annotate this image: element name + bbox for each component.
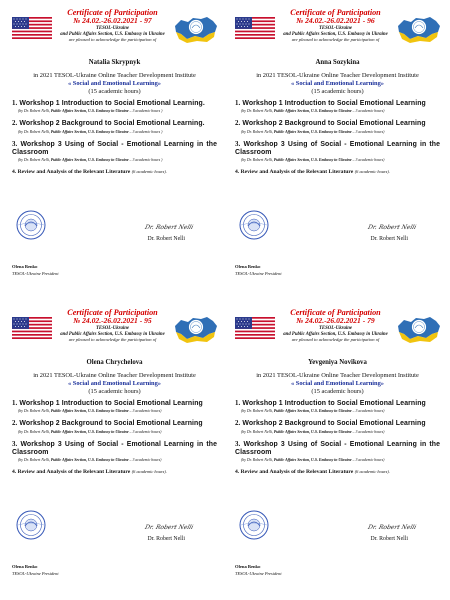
institute-block [6,72,223,96]
institute-hours: (15 academic hours) [311,388,364,395]
institute-theme: « Social and Emotional Learning» [290,380,385,387]
workshop-title: Workshop 1 Introduction to Social Emotional Learning [242,400,426,407]
workshop-speaker-part: – 3 academic hours) [351,429,385,434]
acknowledgement-text: are pleased to acknowledge the participation of [68,337,157,343]
seal-stamp-icon [16,210,46,240]
workshop-list [235,400,440,475]
review-item [12,469,217,475]
signature-icon: Dr. Robert Nelli [367,224,417,231]
workshop-item [235,141,440,158]
workshop-item [235,100,440,108]
workshop-speaker-part: (by Dr. Robert Nelli, [241,109,273,114]
president-block [235,564,282,578]
workshop-speaker-part: Public Affairs Section, U.S. Embassy in Ukraine [272,409,352,414]
signer-name: Dr. Robert Nelli [370,236,408,242]
institute-line: in 2021 TESOL-Ukraine Online Teacher Development Institute [33,72,196,79]
workshop-speaker-part: – 3 academic hours) [351,409,385,414]
president-title: TESOL-Ukraine President [235,270,282,276]
workshop-number: 2. [12,420,18,428]
certificate-number: № 24.02.-26.02.2021 - 95 [73,316,152,326]
president-block [12,264,59,278]
acknowledgement-text: are pleased to acknowledge the participation of [68,37,157,43]
workshop-speaker [241,430,440,435]
president-title: TESOL-Ukraine President [12,570,59,576]
us-flag-icon [12,317,52,339]
certificate-number: № 24.02.-26.02.2021 - 79 [296,316,375,326]
workshop-title: Workshop 1 Introduction to Social Emotional Learning [242,100,426,107]
review-hours: (6 academic hours). [131,169,167,175]
workshop-speaker-part: – 3 academic hours) [351,109,385,114]
institute-block [229,72,446,96]
institute-line: in 2021 TESOL-Ukraine Online Teacher Development Institute [33,372,196,379]
workshop-item [12,420,217,428]
workshop-speaker [241,130,440,135]
signature-icon: Dr. Robert Nelli [144,224,194,231]
certificate-title: Certificate of Participation [67,308,158,317]
review-title: 4. Review and Analysis of the Relevant Literature [12,469,131,476]
tesol-ukraine-logo-icon [173,12,219,46]
acknowledgement-text: are pleased to acknowledge the participation of [291,37,380,43]
workshop-title: Workshop 2 Background to Social Emotional Learning [242,420,426,428]
review-title: 4. Review and Analysis of the Relevant Literature [235,469,354,476]
workshop-speaker [241,458,440,463]
workshop-title: Workshop 3 Using of Social - Emotional Learning in the Classroom [12,140,218,156]
certificate-card [229,304,446,596]
workshop-speaker [18,158,217,163]
workshop-number: 3. [235,440,241,448]
certificate-header [277,8,394,42]
signer-name: Dr. Robert Nelli [370,536,408,542]
workshop-title: Workshop 2 Background to Social Emotional Learning. [19,120,205,128]
workshop-item [12,400,217,408]
institute-theme: « Social and Emotional Learning» [67,80,162,87]
seal-stamp-icon [16,510,46,540]
workshop-speaker-part: – 3 academic hours ) [128,129,163,134]
workshop-speaker-part: Public Affairs Section, U.S. Embassy in Ukraine [272,158,352,163]
workshop-speaker-part: Public Affairs Section, U.S. Embassy in Ukraine [272,458,352,463]
president-title: TESOL-Ukraine President [12,270,59,276]
certificate-header [54,308,171,342]
organizer-line-1: TESOL-Ukraine [95,26,130,32]
certificate-title: Certificate of Participation [290,8,381,17]
seal-stamp-icon [239,210,269,240]
us-flag-icon [235,317,275,339]
workshop-number: 3. [12,440,18,448]
organizer-line-1: TESOL-Ukraine [318,326,353,332]
workshop-item [235,420,440,428]
review-hours: (6 academic hours). [354,169,390,175]
workshop-speaker-part: (by Dr. Robert Nelli, [241,458,273,463]
workshop-speaker-part: – 3 academic hours) [351,458,385,463]
workshop-title: Workshop 3 Using of Social - Emotional Learning in the Classroom [235,140,441,156]
organizer-line-2: and Public Affairs Section, U.S. Embassy in Ukraine [283,331,388,337]
workshop-speaker [241,409,440,414]
workshop-list [12,400,217,475]
president-block [235,264,282,278]
workshop-speaker-part: Public Affairs Section, U.S. Embassy in Ukraine [272,129,352,134]
organizer-line-2: and Public Affairs Section, U.S. Embassy in Ukraine [60,331,165,337]
workshop-speaker-part: (by Dr. Robert Nelli, [18,429,50,434]
workshop-speaker [18,430,217,435]
certificate-title: Certificate of Participation [67,8,158,17]
president-block [12,564,59,578]
institute-hours: (15 academic hours) [311,88,364,95]
workshop-speaker-part: (by Dr. Robert Nelli, [241,129,273,134]
workshop-title: Workshop 1 Introduction to Social Emotional Learning. [19,100,205,107]
workshop-title: Workshop 2 Background to Social Emotional Learning [242,120,426,128]
workshop-speaker-part: – 3 academic hours) [128,458,162,463]
institute-hours: (15 academic hours) [88,88,141,95]
review-item [12,169,217,175]
participant-name: Natalia Skrypnyk [88,59,141,66]
workshop-speaker-part: (by Dr. Robert Nelli, [18,129,50,134]
certificate-header [277,308,394,342]
signature-icon: Dr. Robert Nelli [367,524,417,531]
seal-stamp-icon [239,510,269,540]
workshop-number: 1. [235,100,241,107]
tesol-ukraine-logo-icon [396,12,442,46]
tesol-ukraine-logo-icon [173,312,219,346]
workshop-speaker-part: Public Affairs Section, U.S. Embassy in Ukraine [49,129,129,134]
institute-block [6,372,223,396]
workshop-item [12,141,217,158]
workshop-number: 3. [12,140,18,148]
certificate-number: № 24.02.-26.02.2021 - 97 [73,16,152,26]
workshop-speaker-part: (by Dr. Robert Nelli, [18,109,50,114]
organizer-line-1: TESOL-Ukraine [95,326,130,332]
workshop-speaker-part: (by Dr. Robert Nelli, [241,158,273,163]
certificate-card [229,4,446,296]
signature-icon: Dr. Robert Nelli [144,524,194,531]
acknowledgement-text: are pleased to acknowledge the participation of [291,337,380,343]
signer-name: Dr. Robert Nelli [147,536,185,542]
president-name: Olena Benko [235,264,261,269]
workshop-speaker-part: Public Affairs Section, U.S. Embassy in Ukraine [49,409,129,414]
workshop-speaker-part: – 3 academic hours) [128,409,162,414]
participant-name: Yevgeniya Novikova [308,359,367,366]
workshop-speaker [241,109,440,114]
certificate-number: № 24.02.-26.02.2021 - 96 [296,16,375,26]
president-name: Olena Benko [235,564,261,569]
workshop-speaker-part: – 3 academic hours ) [128,158,163,163]
certificate-header [54,8,171,42]
workshop-speaker-part: (by Dr. Robert Nelli, [18,409,50,414]
organizer-line-2: and Public Affairs Section, U.S. Embassy in Ukraine [283,31,388,37]
workshop-number: 2. [235,420,241,428]
workshop-item [235,400,440,408]
workshop-number: 1. [12,400,18,407]
workshop-speaker-part: (by Dr. Robert Nelli, [241,429,273,434]
workshop-speaker-part: Public Affairs Section, U.S. Embassy in Ukraine [272,109,352,114]
review-item [235,169,440,175]
workshop-speaker-part: (by Dr. Robert Nelli, [241,409,273,414]
workshop-speaker-part: (by Dr. Robert Nelli, [18,158,50,163]
certificate-card [6,304,223,596]
workshop-speaker-part: Public Affairs Section, U.S. Embassy in Ukraine [49,429,129,434]
institute-theme: « Social and Emotional Learning» [67,380,162,387]
workshop-speaker-part: Public Affairs Section, U.S. Embassy in Ukraine [49,109,129,114]
institute-line: in 2021 TESOL-Ukraine Online Teacher Development Institute [256,72,419,79]
review-hours: (6 academic hours). [131,469,167,475]
review-item [235,469,440,475]
workshop-speaker-part: Public Affairs Section, U.S. Embassy in Ukraine [272,429,352,434]
workshop-speaker-part: – 3 academic hours ) [128,109,163,114]
us-flag-icon [235,17,275,39]
workshop-title: Workshop 1 Introduction to Social Emotional Learning [19,400,203,407]
signer-name: Dr. Robert Nelli [147,236,185,242]
certificate-card [6,4,223,296]
workshop-speaker-part: (by Dr. Robert Nelli, [18,458,50,463]
workshop-item [12,120,217,128]
tesol-ukraine-logo-icon [396,312,442,346]
participant-name: Anna Sozykina [315,59,360,66]
workshop-number: 2. [235,120,241,128]
workshop-list [235,100,440,175]
participant-name: Olena Chrychelova [86,359,143,366]
review-hours: (6 academic hours). [354,469,390,475]
workshop-speaker [18,458,217,463]
institute-theme: « Social and Emotional Learning» [290,80,385,87]
organizer-line-2: and Public Affairs Section, U.S. Embassy in Ukraine [60,31,165,37]
institute-block [229,372,446,396]
workshop-speaker-part: – 3 academic hours) [128,429,162,434]
workshop-speaker [241,158,440,163]
institute-hours: (15 academic hours) [88,388,141,395]
workshop-list [12,100,217,175]
workshop-number: 2. [12,120,18,128]
workshop-number: 1. [12,100,18,107]
workshop-number: 1. [235,400,241,407]
workshop-speaker [18,109,217,114]
workshop-title: Workshop 3 Using of Social - Emotional Learning in the Classroom [235,440,441,456]
workshop-title: Workshop 3 Using of Social - Emotional Learning in the Classroom [12,440,218,456]
us-flag-icon [12,17,52,39]
workshop-item [235,120,440,128]
workshop-speaker-part: – 3 academic hours) [351,158,385,163]
review-title: 4. Review and Analysis of the Relevant Literature [235,169,354,176]
workshop-item [12,100,217,108]
certificate-title: Certificate of Participation [290,308,381,317]
workshop-item [235,441,440,458]
organizer-line-1: TESOL-Ukraine [318,26,353,32]
workshop-item [12,441,217,458]
institute-line: in 2021 TESOL-Ukraine Online Teacher Development Institute [256,372,419,379]
workshop-speaker [18,130,217,135]
workshop-number: 3. [235,140,241,148]
workshop-speaker-part: Public Affairs Section, U.S. Embassy in Ukraine [49,458,129,463]
workshop-speaker [18,409,217,414]
president-name: Olena Benko [12,264,38,269]
review-title: 4. Review and Analysis of the Relevant Literature [12,169,131,176]
president-title: TESOL-Ukraine President [235,570,282,576]
workshop-speaker-part: – 3 academic hours) [351,129,385,134]
workshop-title: Workshop 2 Background to Social Emotional Learning [19,420,203,428]
workshop-speaker-part: Public Affairs Section, U.S. Embassy in Ukraine [49,158,129,163]
president-name: Olena Benko [12,564,38,569]
